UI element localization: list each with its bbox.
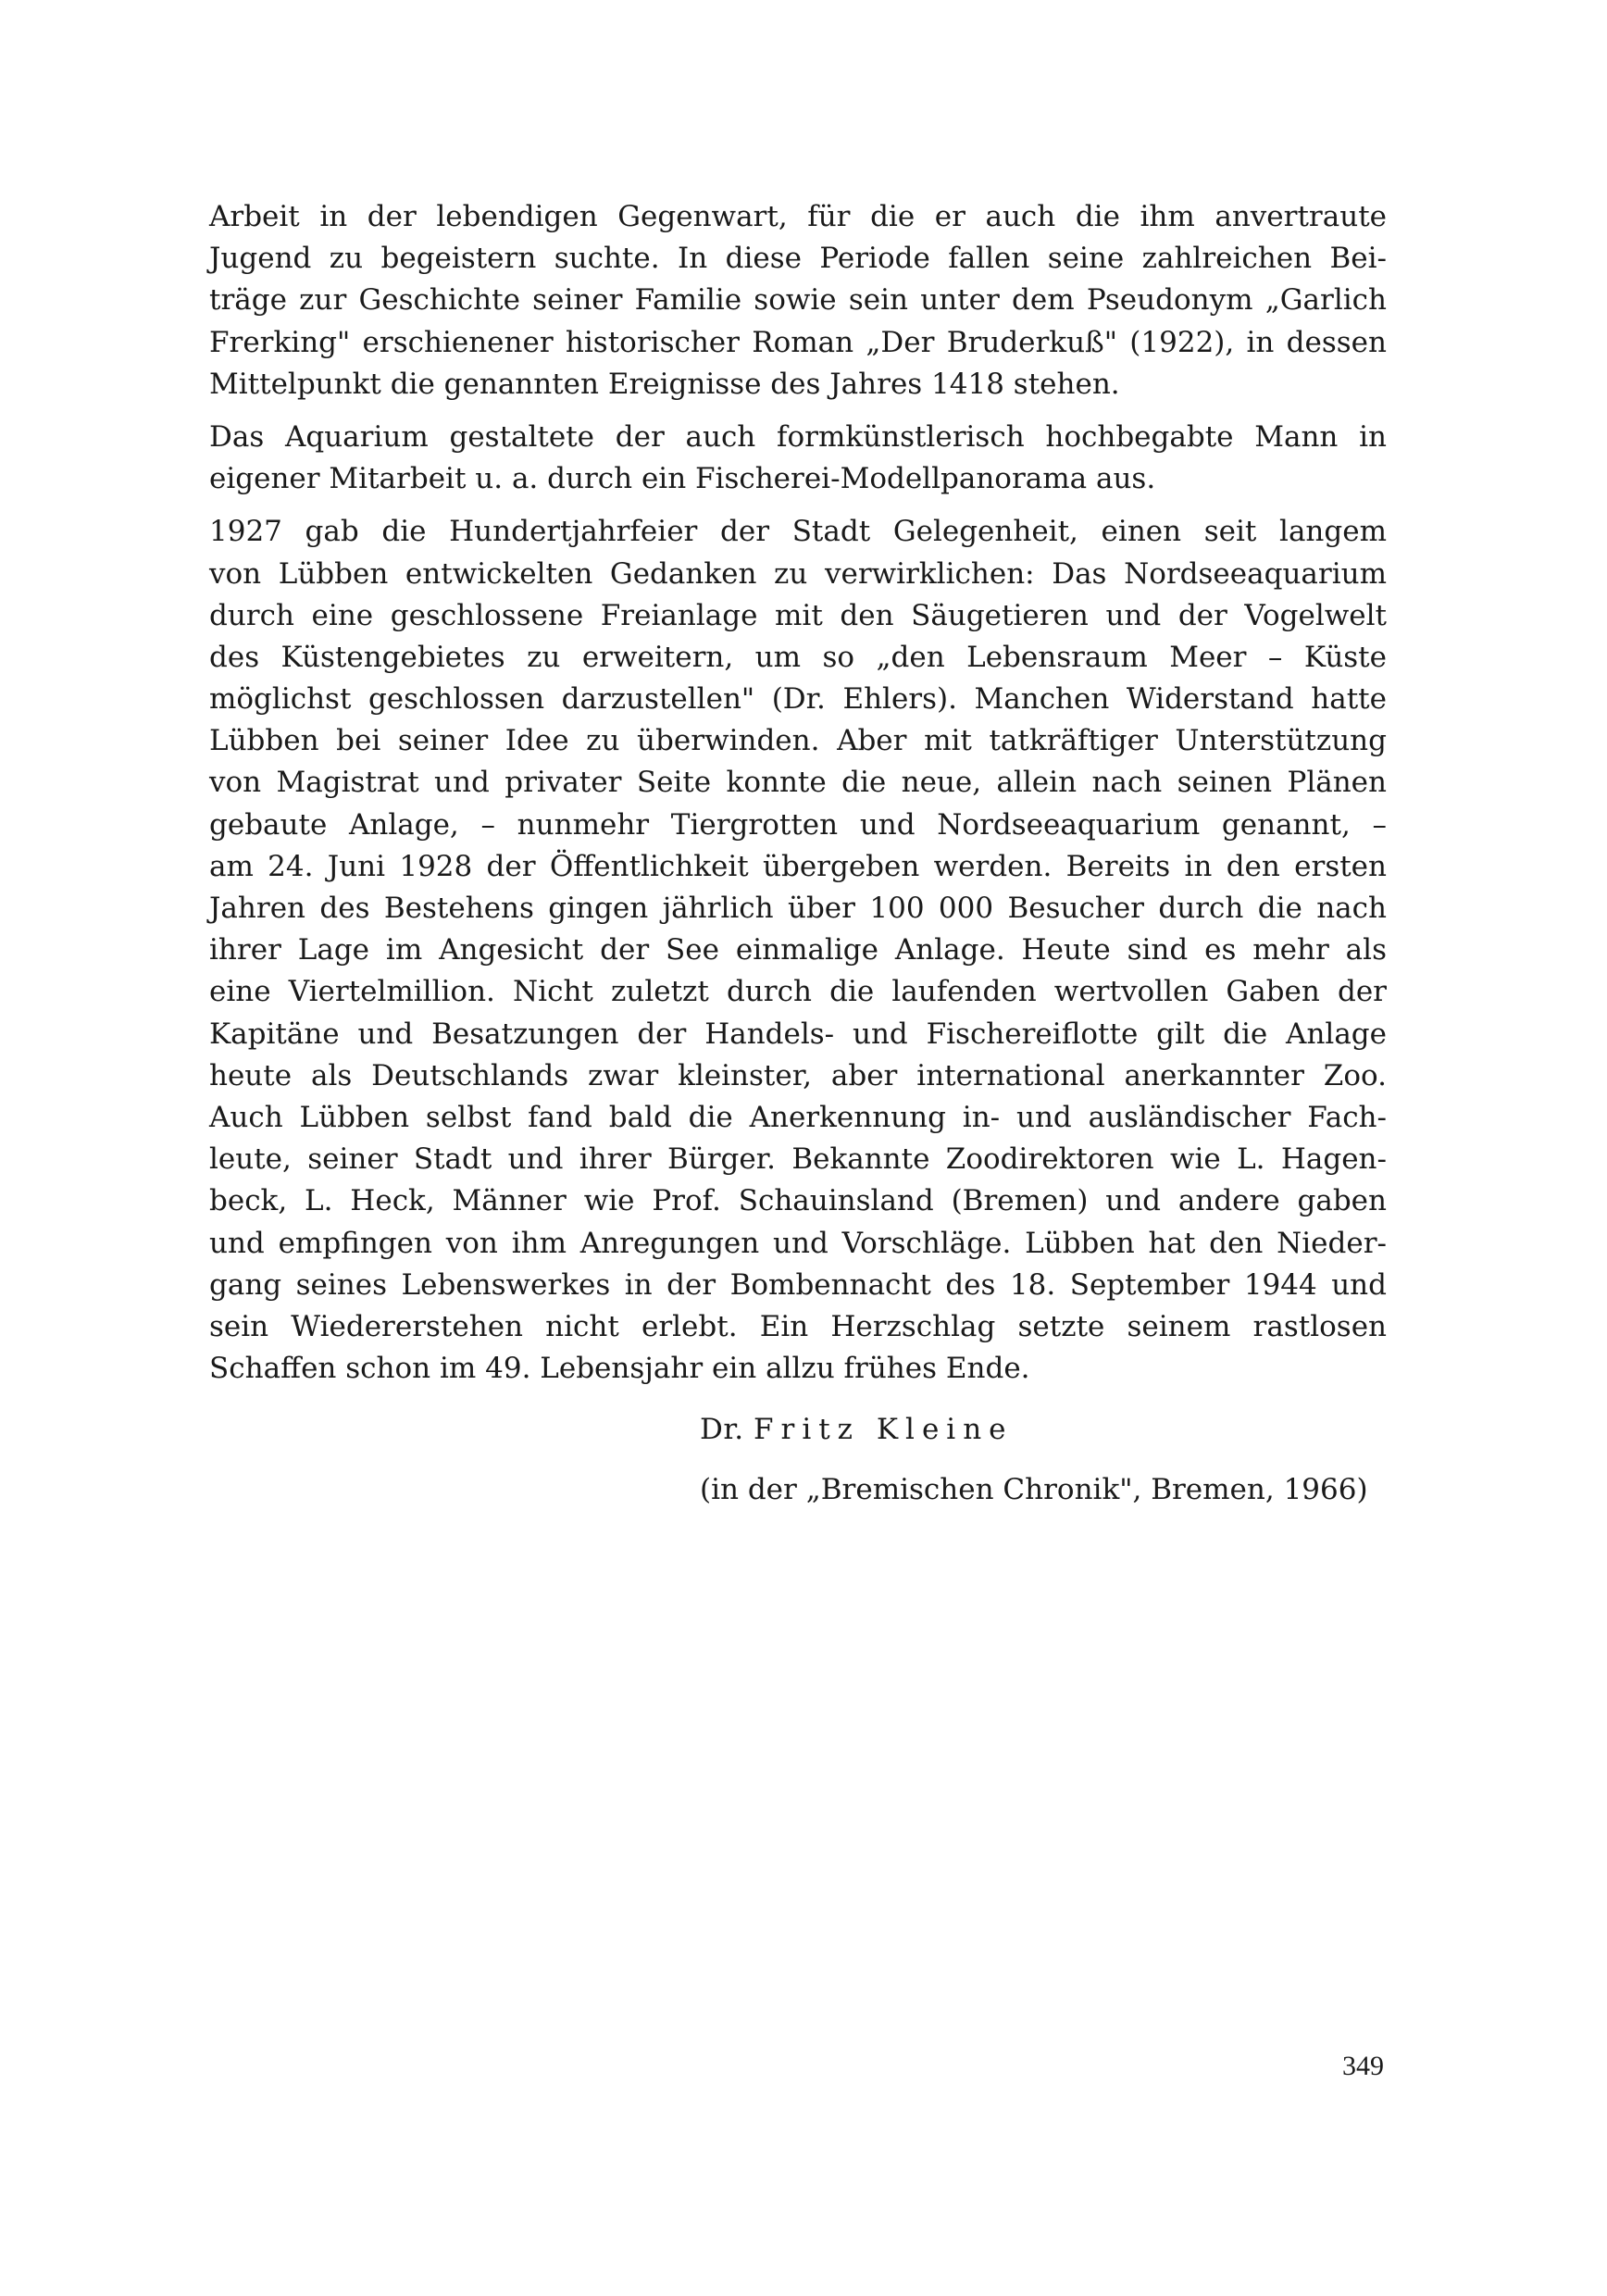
text-line: am 24. Juni 1928 der Öffentlichkeit übergeben werden. Bereits in den ersten bbox=[209, 849, 1387, 883]
paragraph-3 bbox=[209, 511, 1387, 1390]
text-line: Das Aquarium gestaltete der auch formkünstlerisch hochbegabte Mann in bbox=[209, 419, 1387, 454]
text-line: träge zur Geschichte seiner Familie sowie sein unter dem Pseudonym „Garlich bbox=[209, 283, 1387, 318]
text-line: Jahren des Bestehens gingen jährlich über 100 000 Besucher durch die nach bbox=[209, 892, 1387, 925]
text-line: von Lübben entwickelten Gedanken zu verwirklichen: Das Nordseeaquarium bbox=[209, 556, 1387, 591]
author-line bbox=[700, 1409, 1403, 1451]
text-line: Lübben bei seiner Idee zu überwinden. Aber mit tatkräftiger Unterstützung bbox=[209, 724, 1387, 758]
text-line: Jugend zu begeistern suchte. In diese Periode fallen seine zahlreichen Bei- bbox=[209, 242, 1387, 276]
text-line: ihrer Lage im Angesicht der See einmalige Anlage. Heute sind es mehr als bbox=[209, 933, 1387, 967]
author-name: Fritz Kleine bbox=[753, 1413, 1014, 1446]
text-line: möglichst geschlossen darzustellen" (Dr. Ehlers). Manchen Widerstand hatte bbox=[209, 682, 1387, 717]
text-line: durch eine geschlossene Freianlage mit den Säugetieren und der Vogelwelt bbox=[209, 598, 1387, 632]
body-text bbox=[209, 196, 1387, 1401]
text-line: Schaffen schon im 49. Lebensjahr ein allzu frühes Ende. bbox=[209, 1352, 1030, 1386]
text-line: eigener Mitarbeit u. a. durch ein Fischerei-Modellpanorama aus. bbox=[209, 462, 1156, 496]
text-line: sein Wiedererstehen nicht erlebt. Ein Herzschlag setzte seinem rastlosen bbox=[209, 1309, 1387, 1343]
text-line: Frerking" erschienener historischer Roman „Der Bruderkuß" (1922), in dessen bbox=[209, 325, 1387, 359]
source-citation: (in der „Bremischen Chronik", Bremen, 1966) bbox=[700, 1473, 1368, 1506]
signature-block bbox=[700, 1409, 1403, 1511]
text-line: Arbeit in der lebendigen Gegenwart, für die er auch die ihm anvertraute bbox=[209, 200, 1387, 233]
paragraph-1 bbox=[209, 196, 1387, 406]
text-line: von Magistrat und privater Seite konnte die neue, allein nach seinen Plänen bbox=[209, 766, 1387, 800]
text-line: leute, seiner Stadt und ihrer Bürger. Bekannte Zoodirektoren wie L. Hagen- bbox=[209, 1142, 1387, 1177]
text-line: heute als Deutschlands zwar kleinster, aber international anerkannter Zoo. bbox=[209, 1058, 1387, 1092]
text-line: 1927 gab die Hundertjahrfeier der Stadt Gelegenheit, einen seit langem bbox=[209, 515, 1387, 549]
text-line: Kapitäne und Besatzungen der Handels- und Fischereiflotte gilt die Anlage bbox=[209, 1017, 1387, 1051]
text-line: beck, L. Heck, Männer wie Prof. Schauinsland (Bremen) und andere gaben bbox=[209, 1184, 1387, 1218]
text-line: und empfingen von ihm Anregungen und Vorschläge. Lübben hat den Nieder- bbox=[209, 1226, 1387, 1260]
text-line: des Küstengebietes zu erweitern, um so „den Lebensraum Meer – Küste bbox=[209, 640, 1387, 674]
page-number: 349 bbox=[1342, 2051, 1384, 2081]
text-line: Auch Lübben selbst fand bald die Anerkennung in- und ausländischer Fach- bbox=[209, 1100, 1387, 1134]
text-line: gang seines Lebenswerkes in der Bombennacht des 18. September 1944 und bbox=[209, 1267, 1387, 1302]
author-title: Dr. bbox=[700, 1413, 744, 1446]
text-line: Mittelpunkt die genannten Ereignisse des Jahres 1418 stehen. bbox=[209, 367, 1120, 401]
text-line: eine Viertelmillion. Nicht zuletzt durch die laufenden wertvollen Gaben der bbox=[209, 975, 1387, 1009]
paragraph-2 bbox=[209, 417, 1387, 500]
text-line: gebaute Anlage, – nunmehr Tiergrotten und Nordseeaquarium genannt, – bbox=[209, 807, 1387, 842]
